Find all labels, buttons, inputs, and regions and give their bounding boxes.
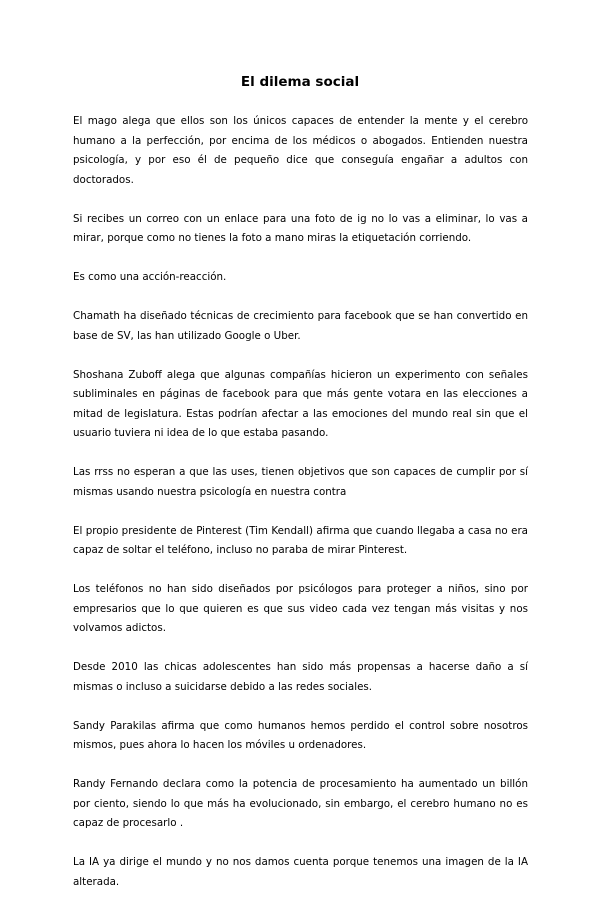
paragraph: Chamath ha diseñado técnicas de crecimiento para facebook que se han convertido en base de SV, las han utilizado Google o Uber. (73, 310, 528, 342)
paragraph: Es como una acción-reacción. (73, 271, 227, 283)
document-title: El dilema social (240, 74, 360, 90)
paragraph: Las rrss no esperan a que las uses, tienen objetivos que son capaces de cumplir por sí mismas usando nuestra psicología en nuestra contra (73, 466, 528, 498)
paragraph: El mago alega que ellos son los únicos capaces de entender la mente y el cerebro humano a la perfección, por encima de los médicos o abogados. Entienden nuestra psicología, y por eso él de pequeño dice que conseguía engañar a adultos con doctorados. (73, 115, 528, 186)
document-body (73, 112, 528, 912)
paragraph: Desde 2010 las chicas adolescentes han sido más propensas a hacerse daño a sí mismas o incluso a suicidarse debido a las redes sociales. (73, 661, 528, 693)
paragraph: Si recibes un correo con un enlace para una foto de ig no lo vas a eliminar, lo vas a mirar, porque como no tienes la foto a mano miras la etiquetación corriendo. (73, 212, 528, 244)
paragraph: Sandy Parakilas afirma que como humanos hemos perdido el control sobre nosotros mismos, pues ahora lo hacen los móviles u ordenadores. (73, 719, 528, 751)
paragraph: El propio presidente de Pinterest (Tim Kendall) afirma que cuando llegaba a casa no era capaz de soltar el teléfono, incluso no paraba de mirar Pinterest. (73, 524, 528, 556)
paragraph: Los teléfonos no han sido diseñados por psicólogos para proteger a niños, sino por empresarios que lo que quieren es que sus video cada vez tengan más visitas y nos volvamos adictos. (73, 583, 528, 634)
paragraph: Randy Fernando declara como la potencia de procesamiento ha aumentado un billón por ciento, siendo lo que más ha evolucionado, sin embargo, el cerebro humano no es capaz de procesarlo . (73, 778, 528, 829)
paragraph: La IA ya dirige el mundo y no nos damos cuenta porque tenemos una imagen de la IA alterada. (73, 856, 528, 888)
paragraph: Shoshana Zuboff alega que algunas compañías hicieron un experimento con señales subliminales en páginas de facebook para que más gente votara en las elecciones a mitad de legislatura. Estas podrían afectar a las emociones del mundo real sin que el usuario tuviera ni idea de lo que estaba pasando. (73, 368, 528, 439)
